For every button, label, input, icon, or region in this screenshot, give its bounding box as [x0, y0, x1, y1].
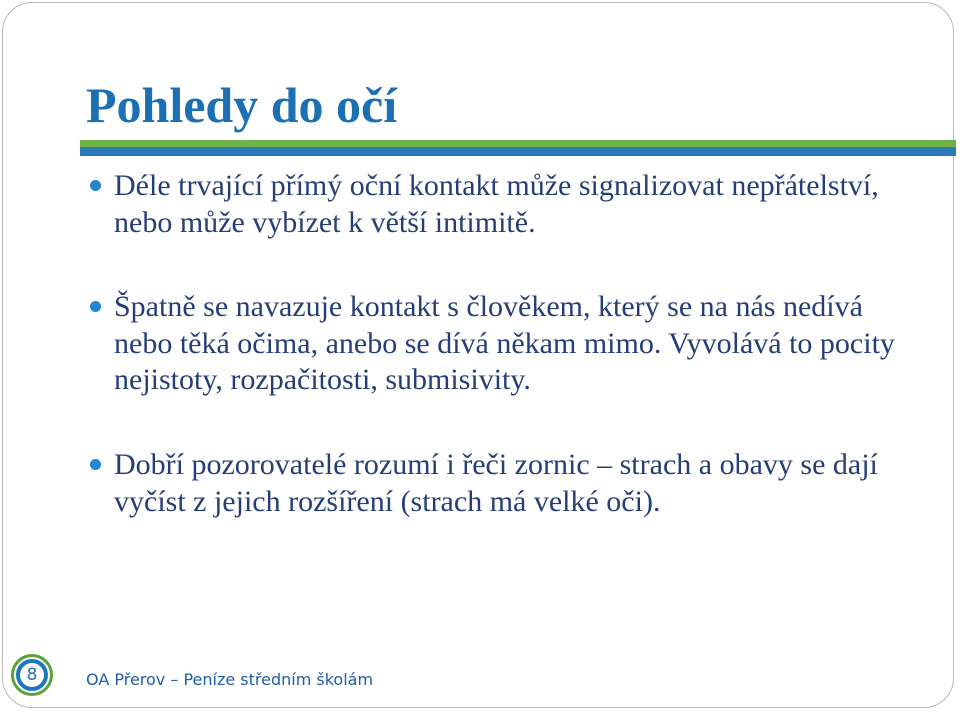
- underline-green-bar: [80, 140, 956, 147]
- bullet-item: [90, 168, 910, 241]
- underline-blue-bar: [80, 147, 956, 156]
- slide-title: Pohledy do očí: [86, 77, 398, 133]
- bullet-dot-icon: [90, 180, 101, 191]
- footer-text: OA Přerov – Peníze středním školám: [86, 670, 374, 689]
- bullet-item: [90, 447, 910, 520]
- bullet-text: Dobří pozorovatelé rozumí i řeči zornic – strach a obavy se dají vyčíst z jejich rozšíření (strach má velké oči).: [114, 447, 878, 518]
- bullet-list: [90, 168, 910, 520]
- bullet-dot-icon: [90, 301, 101, 312]
- title-underline: [80, 140, 956, 158]
- page-number: 8: [26, 665, 38, 685]
- bullet-item: [90, 289, 910, 399]
- bullet-text: Déle trvající přímý oční kontakt může signalizovat nepřátelství, nebo může vybízet k větší intimitě.: [114, 169, 879, 239]
- page-number-badge: [11, 654, 53, 696]
- bullet-text: Špatně se navazuje kontakt s člověkem, který se na nás nedívá nebo těká očima, anebo se dívá někam mimo. Vyvolává to pocity nejistoty, rozpačitosti, submisivity.: [114, 290, 895, 397]
- bullet-dot-icon: [90, 459, 101, 470]
